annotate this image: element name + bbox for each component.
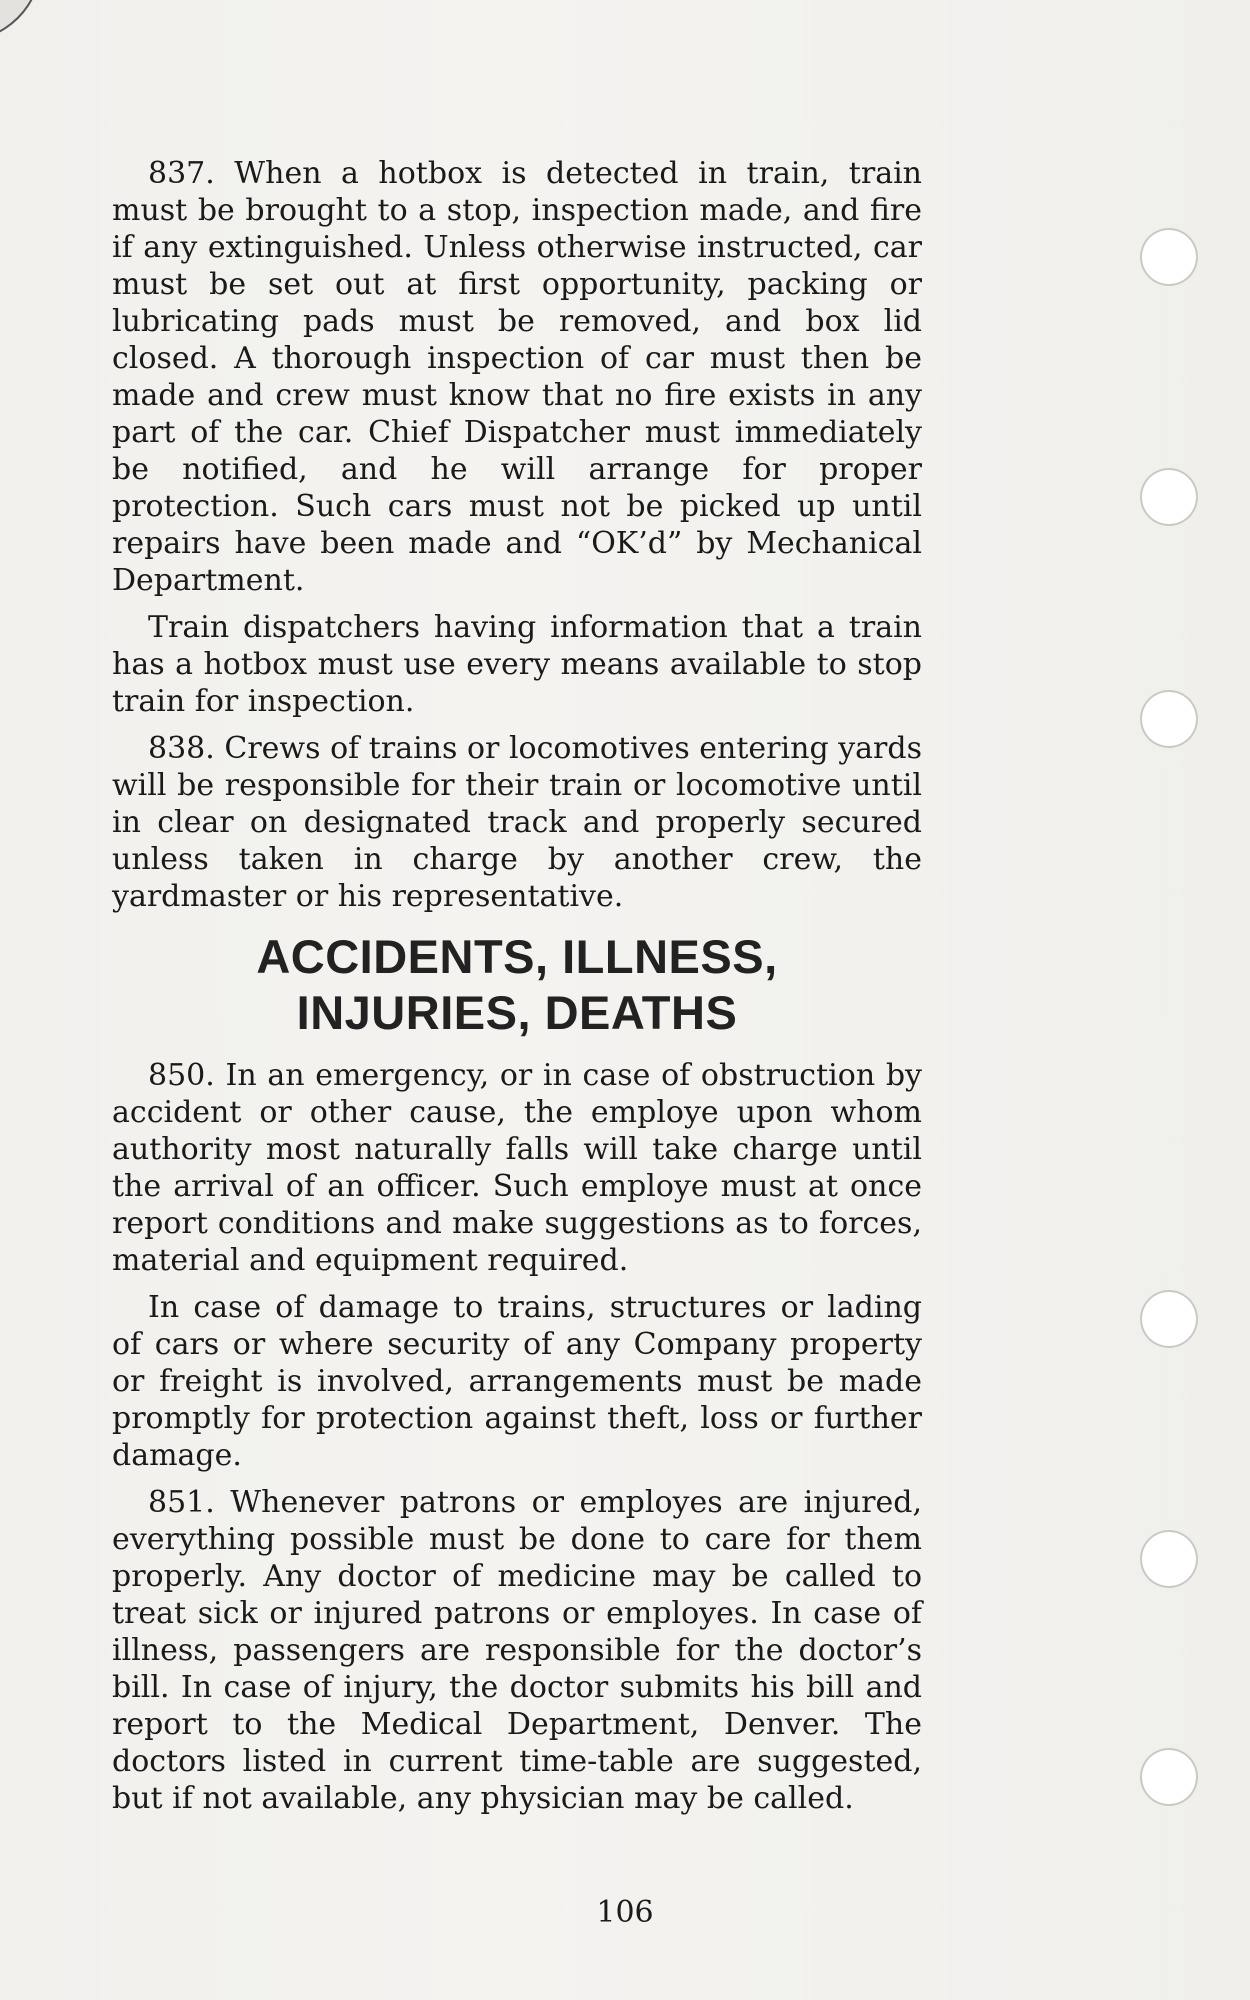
binder-hole [1140, 690, 1198, 748]
binder-hole [1140, 1748, 1198, 1806]
section-heading [112, 929, 922, 1041]
section-heading-line-2: INJURIES, DEATHS [296, 986, 738, 1039]
rule-850-paragraph: 850. In an emergency, or in case of obstruction by accident or other cause, the employe upon whom authority most naturally falls will take charge until the arrival of an officer. Such employe must at once report conditions and make suggestions as to forces, material and equipment required. [112, 1058, 922, 1278]
binder-hole [1140, 468, 1198, 526]
binder-hole [1140, 1290, 1198, 1348]
text-column [112, 155, 922, 1827]
page-number: 106 [596, 1895, 654, 1930]
page-corner [0, 0, 42, 42]
binder-hole [1140, 228, 1198, 286]
binder-hole [1140, 1530, 1198, 1588]
rule-837-paragraph: 837. When a hotbox is detected in train, train must be brought to a stop, inspection made, and fire if any extinguished. Unless otherwise instructed, car must be set out at first opportunity, packing or lubricating pads must be removed, and box lid closed. A thorough inspection of car must then be made and crew must know that no fire exists in any part of the car. Chief Dispatcher must immediately be notified, and he will arrange for proper protection. Such cars must not be picked up until repairs have been made and “OK’d” by Mechanical Department. [112, 156, 922, 598]
hotbox-dispatcher-paragraph: Train dispatchers having information that a train has a hotbox must use every means available to stop train for inspection. [112, 610, 922, 719]
damage-protection-paragraph: In case of damage to trains, structures or lading of cars or where security of any Company property or freight is involved, arrangements must be made promptly for protection against theft, loss or further damage. [112, 1290, 922, 1473]
rule-851-paragraph: 851. Whenever patrons or employes are injured, everything possible must be done to care for them properly. Any doctor of medicine may be called to treat sick or injured patrons or employes. In case of illness, passengers are responsible for the doctor’s bill. In case of injury, the doctor submits his bill and report to the Medical Department, Denver. The doctors listed in current time-table are suggested, but if not available, any physician may be called. [112, 1485, 922, 1816]
rule-838-paragraph: 838. Crews of trains or locomotives entering yards will be responsible for their train or locomotive until in clear on designated track and properly secured unless taken in charge by another crew, the yardmaster or his representative. [112, 731, 922, 914]
section-heading-line-1: ACCIDENTS, ILLNESS, [256, 930, 778, 983]
